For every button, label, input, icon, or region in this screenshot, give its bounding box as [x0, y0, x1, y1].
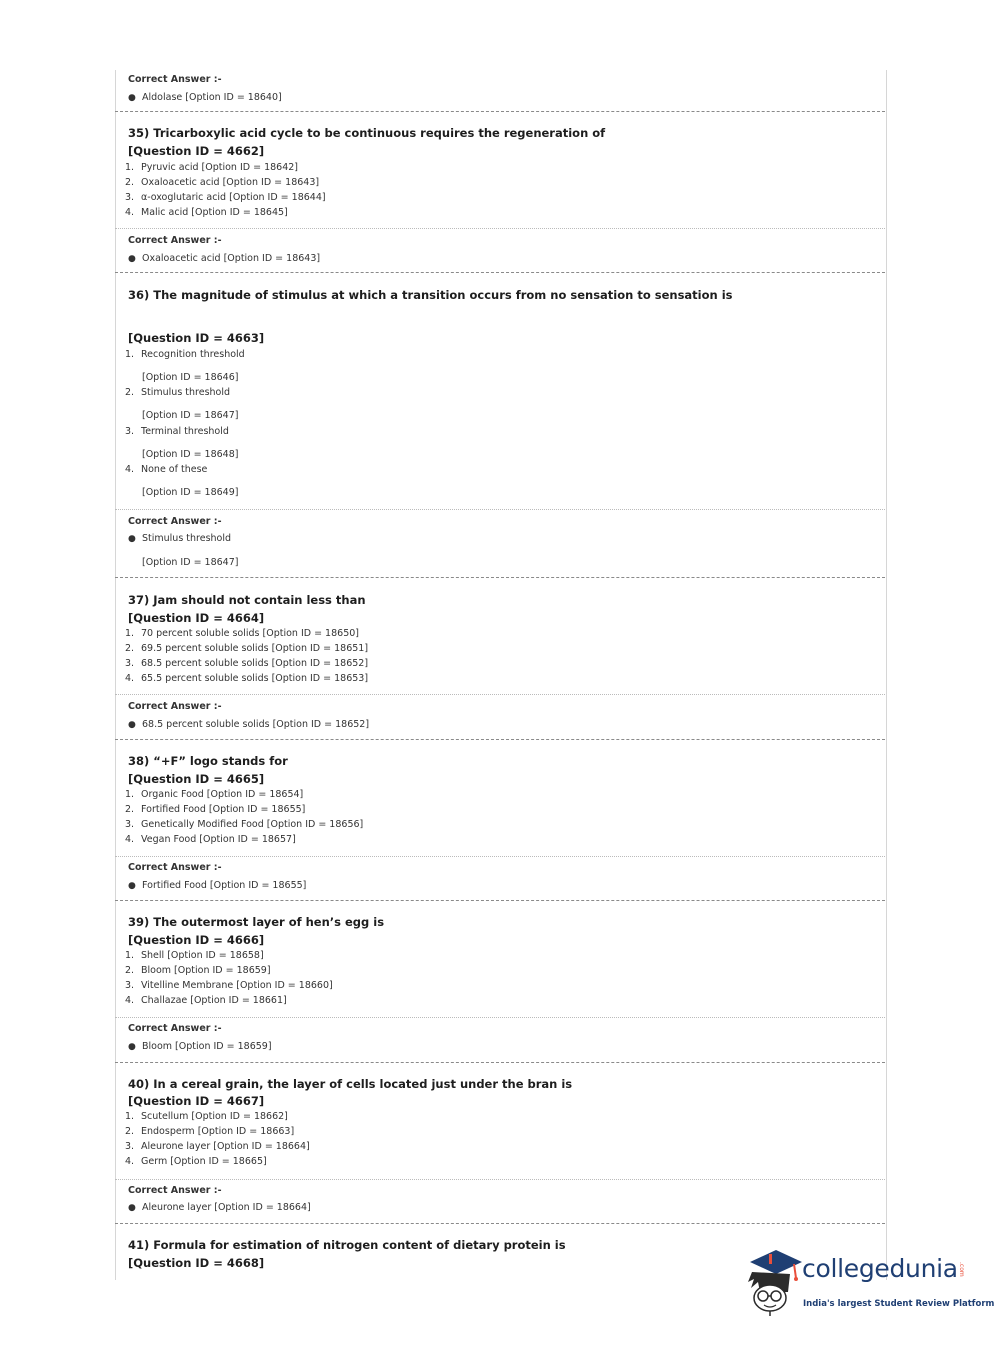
bullet-icon: ●	[128, 1042, 136, 1052]
question-id: [Question ID = 4662]	[128, 144, 265, 158]
option-item: 2. Stimulus threshold	[125, 387, 231, 398]
option-item: 4. Challazae [Option ID = 18661]	[125, 995, 287, 1006]
option-item: 2. 69.5 percent soluble solids [Option ID = 18651]	[125, 643, 369, 654]
correct-answer-value	[128, 92, 282, 103]
option-item: 4. None of these	[125, 464, 208, 475]
option-item: 2. Fortified Food [Option ID = 18655]	[125, 804, 306, 815]
option-item: 4. Vegan Food [Option ID = 18657]	[125, 834, 296, 845]
question-id: [Question ID = 4665]	[128, 772, 265, 786]
collegedunia-logo[interactable]	[742, 1248, 995, 1318]
question-39	[115, 901, 885, 1016]
option-item: 1. Organic Food [Option ID = 18654]	[125, 789, 304, 800]
answer-block-38	[115, 857, 885, 899]
mascot-icon	[742, 1248, 804, 1318]
question-title: 41) Formula for estimation of nitrogen content of dietary protein is	[128, 1238, 566, 1252]
question-id: [Question ID = 4666]	[128, 933, 265, 947]
question-37	[115, 578, 885, 693]
correct-answer-label: Correct Answer :-	[128, 1023, 222, 1034]
question-36	[115, 273, 885, 507]
option-item: 4. Germ [Option ID = 18665]	[125, 1156, 267, 1167]
option-item: 4. 65.5 percent soluble solids [Option ID = 18653]	[125, 673, 369, 684]
answer-block-37	[115, 695, 885, 737]
correct-answer-value: ● Bloom [Option ID = 18659]	[128, 1041, 272, 1052]
correct-answer-label: Correct Answer :-	[128, 74, 222, 85]
option-item: 2. Oxaloacetic acid [Option ID = 18643]	[125, 177, 320, 188]
option-item: 3. Terminal threshold	[125, 426, 229, 437]
option-item: 2. Endosperm [Option ID = 18663]	[125, 1126, 295, 1137]
option-item: 3. Genetically Modified Food [Option ID = 18656]	[125, 819, 364, 830]
answer-block-39	[115, 1018, 885, 1060]
option-item: 3. 68.5 percent soluble solids [Option ID = 18652]	[125, 658, 369, 669]
option-item: 3. Vitelline Membrane [Option ID = 18660]	[125, 980, 333, 991]
question-id: [Question ID = 4668]	[128, 1256, 265, 1270]
question-title: 36) The magnitude of stimulus at which a transition occurs from no sensation to sensation is	[128, 288, 733, 302]
option-id: [Option ID = 18647]	[142, 557, 239, 568]
option-item: 3. Aleurone layer [Option ID = 18664]	[125, 1141, 310, 1152]
correct-answer-label: Correct Answer :-	[128, 1185, 222, 1196]
correct-answer-value: ● Aleurone layer [Option ID = 18664]	[128, 1202, 311, 1213]
option-item: 3. α-oxoglutaric acid [Option ID = 18644]	[125, 192, 326, 203]
question-id: [Question ID = 4664]	[128, 611, 265, 625]
bullet-icon: ●	[128, 881, 136, 891]
question-title: 40) In a cereal grain, the layer of cells located just under the bran is	[128, 1077, 573, 1091]
option-item: 1. Pyruvic acid [Option ID = 18642]	[125, 162, 298, 173]
option-id: [Option ID = 18648]	[142, 449, 239, 460]
answer-block-36	[115, 510, 885, 576]
correct-answer-value: ● Fortified Food [Option ID = 18655]	[128, 880, 307, 891]
option-id: [Option ID = 18647]	[142, 410, 239, 421]
option-item: 1. Scutellum [Option ID = 18662]	[125, 1111, 288, 1122]
question-id: [Question ID = 4667]	[128, 1094, 265, 1108]
answer-block-40	[115, 1180, 885, 1222]
question-40	[115, 1063, 885, 1178]
option-item: 1. Recognition threshold	[125, 349, 245, 360]
answer-block-34	[115, 72, 885, 108]
question-38	[115, 740, 885, 855]
logo-wordmark: collegedunia	[802, 1254, 958, 1283]
correct-answer-label: Correct Answer :-	[128, 701, 222, 712]
bullet-icon: ●	[128, 720, 136, 730]
question-title: 35) Tricarboxylic acid cycle to be continuous requires the regeneration of	[128, 126, 606, 140]
correct-answer-label: Correct Answer :-	[128, 516, 222, 527]
option-id: [Option ID = 18649]	[142, 487, 239, 498]
question-id: [Question ID = 4663]	[128, 331, 265, 345]
bullet-icon: ●	[128, 534, 136, 544]
bullet-icon: ●	[128, 1203, 136, 1213]
correct-answer-label: Correct Answer :-	[128, 862, 222, 873]
option-id: [Option ID = 18646]	[142, 372, 239, 383]
correct-answer-value: ● Oxaloacetic acid [Option ID = 18643]	[128, 253, 321, 264]
logo-tagline: India's largest Student Review Platform	[803, 1299, 995, 1309]
option-item: 1. Shell [Option ID = 18658]	[125, 950, 264, 961]
answer-block-35	[115, 229, 885, 271]
correct-answer-label: Correct Answer :-	[128, 235, 222, 246]
option-item: 2. Bloom [Option ID = 18659]	[125, 965, 271, 976]
question-title: 39) The outermost layer of hen’s egg is	[128, 915, 385, 929]
logo-com: .com	[958, 1262, 965, 1277]
question-title: 37) Jam should not contain less than	[128, 593, 366, 607]
bullet-icon: ●	[128, 254, 136, 264]
answer-text: Aldolase [Option ID = 18640]	[142, 92, 282, 103]
question-title: 38) “+F” logo stands for	[128, 754, 288, 768]
bullet-icon: ●	[128, 93, 136, 103]
option-item: 1. 70 percent soluble solids [Option ID = 18650]	[125, 628, 359, 639]
option-item: 4. Malic acid [Option ID = 18645]	[125, 207, 288, 218]
question-35	[115, 112, 885, 227]
correct-answer-value: ● Stimulus threshold	[128, 533, 232, 544]
correct-answer-value: ● 68.5 percent soluble solids [Option ID = 18652]	[128, 719, 370, 730]
